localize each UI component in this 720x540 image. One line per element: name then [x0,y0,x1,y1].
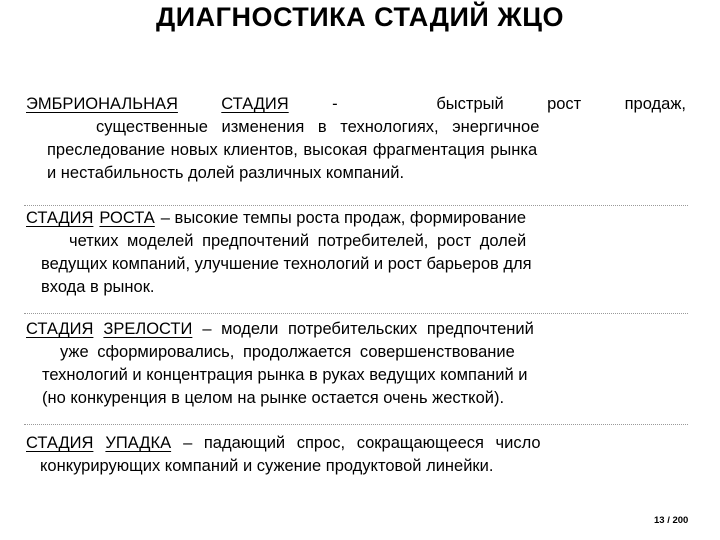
line-text: технологий и концентрация рынка в руках ведущих компаний и [42,366,528,384]
section-first-line [26,207,686,230]
separator [24,313,688,314]
term-word: СТАДИЯ [26,209,94,227]
term-word: УПАДКА [105,434,172,452]
line-text: и нестабильность долей различных компаний. [47,164,405,182]
section-first-line [26,432,686,455]
section-line [26,341,686,364]
section-growth [26,207,686,299]
line-text: – падающий спрос, сокращающееся число [183,434,541,452]
line-text: – модели потребительских предпочтений [202,320,534,338]
term-word: РОСТА [99,209,155,227]
line-text: уже сформировались, продолжается совершенствование [60,343,515,361]
line-text: – высокие темпы роста продаж, формирование [160,209,527,227]
term-word: СТАДИЯ [26,434,94,452]
dash: - [332,95,338,113]
page-number: 13 / 200 [654,515,689,526]
gap [381,93,393,116]
line-text: входа в рынок. [41,278,155,296]
section-line [26,364,686,387]
page-title: ДИАГНОСТИКА СТАДИЙ ЖЦО [156,2,564,32]
section-line [26,253,686,276]
term-word: ЭМБРИОНАЛЬНАЯ [26,95,178,113]
word: рост [547,95,582,113]
line-text: существенные изменения в технологиях, энергичное [96,118,540,136]
section-embryonic [26,93,686,185]
section-line [26,230,686,253]
separator [24,205,688,206]
section-first-line [26,318,686,341]
section-line [26,162,686,185]
section-line [26,276,686,299]
word: быстрый [436,95,504,113]
term-word: ЗРЕЛОСТИ [103,320,193,338]
line-text: (но конкуренция в целом на рынке остается очень жесткой). [42,389,505,407]
term-word: СТАДИЯ [221,95,289,113]
section-line [26,387,686,410]
line-text: ведущих компаний, улучшение технологий и рост барьеров для [41,255,532,273]
line-text: четких моделей предпочтений потребителей, рост долей [69,232,527,250]
section-decline [26,432,686,478]
section-line [26,455,686,478]
line-text: преследование новых клиентов, высокая фрагментация рынка [47,141,538,159]
line-text: конкурирующих компаний и сужение продуктовой линейки. [40,457,494,475]
section-first-line [26,93,686,116]
word: продаж, [624,95,686,113]
section-line [26,139,686,162]
separator [24,424,688,425]
term-word: СТАДИЯ [26,320,94,338]
section-line [26,116,686,139]
section-maturity [26,318,686,410]
